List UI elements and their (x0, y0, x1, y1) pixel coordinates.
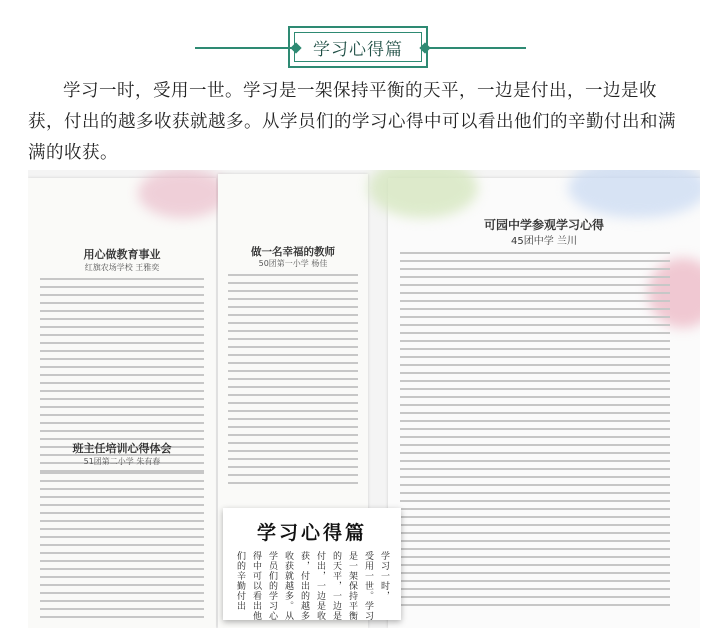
page1-subtitle2: 51团第二小学 朱有春 (83, 457, 161, 466)
page2-title: 做一名幸福的教师 (251, 246, 335, 258)
card-text-column: 付出，一边是收 (315, 551, 325, 621)
header-line-left (195, 47, 295, 49)
card-text-column: 的天平，一边是 (331, 551, 341, 621)
page3-body-text (400, 252, 670, 612)
card-text-column: 受用一世。学习 (363, 551, 373, 621)
overlay-title-card (223, 508, 401, 620)
article-collage-image (28, 170, 700, 628)
article-page-1 (28, 178, 216, 628)
card-text-column: 学员们的学习心 (267, 551, 277, 621)
card-text-column: 学习一时， (379, 551, 389, 601)
card-title: 学习心得篇 (256, 522, 367, 544)
card-text-column: 收获就越多。从 (283, 551, 293, 621)
page3-title: 可园中学参观学习心得 (483, 218, 604, 232)
card-vertical-text (235, 551, 389, 621)
decorative-blue-blob (568, 170, 700, 218)
page2-body-text (228, 274, 358, 490)
section-title: 学习心得篇 (294, 32, 422, 62)
card-text-column: 获，付出的越多 (299, 551, 309, 621)
page3-subtitle: 45团中学 兰川 (511, 236, 577, 247)
card-text-column: 是一架保持平衡 (347, 551, 357, 621)
page1-body-text-2 (40, 472, 204, 624)
card-text-column: 得中可以看出他 (251, 551, 261, 621)
decorative-blob (138, 170, 228, 218)
article-page-3 (388, 178, 700, 628)
section-header-badge (288, 26, 428, 68)
page1-title2: 班主任培训心得体会 (72, 442, 172, 455)
page1-title: 用心做教育事业 (83, 248, 161, 261)
header-line-right (426, 47, 526, 49)
decorative-leaf-blob (368, 170, 478, 218)
card-text-column: 们的辛勤付出 (235, 551, 245, 611)
page2-subtitle: 50团第一小学 杨佳 (258, 259, 328, 268)
intro-paragraph: 学习一时，受用一世。学习是一架保持平衡的天平，一边是付出，一边是收获，付出的越多收获就越多。从学员们的学习心得中可以看出他们的辛勤付出和满满的收获。 (28, 81, 676, 163)
page1-subtitle: 红旗农场学校 王雅奕 (84, 263, 160, 272)
